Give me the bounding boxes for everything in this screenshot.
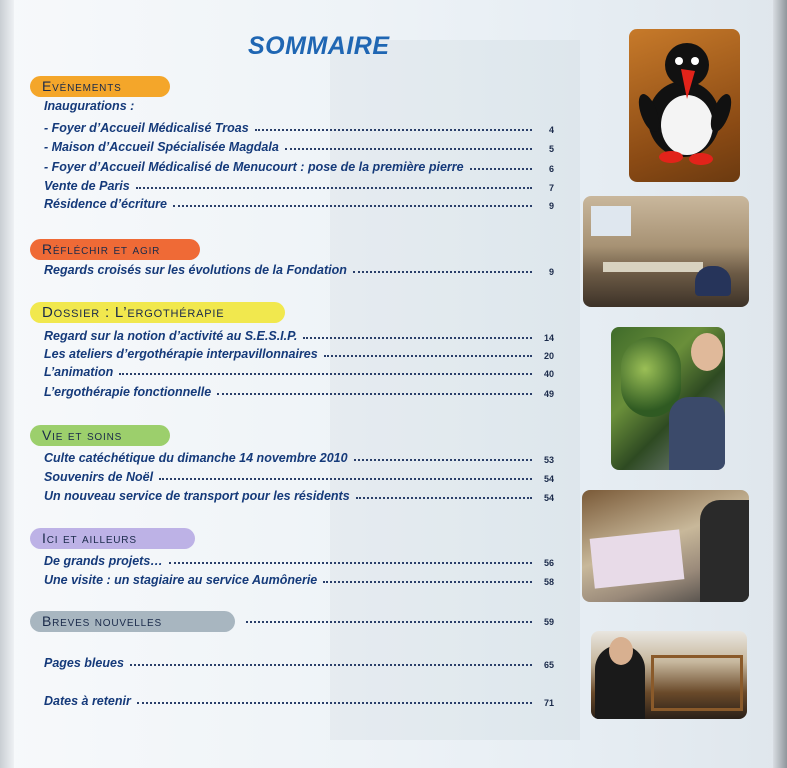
section-ici [30,528,195,549]
page-spine [0,0,14,768]
section-label: Réfléchir et agir [42,241,161,257]
toc-entry[interactable] [44,694,554,708]
toc-entry[interactable] [44,365,554,379]
page-number: 9 [548,201,554,211]
dot-leader [217,392,532,395]
page-edge [773,0,787,768]
section-reflechir [30,239,200,260]
head-shape [691,333,723,371]
dot-leader [255,128,532,131]
page-number: 54 [543,474,554,484]
entry-label: Inaugurations : [44,99,135,113]
toc-entry[interactable] [44,263,554,277]
page-number: 20 [543,351,554,361]
dot-leader [137,701,532,704]
page-number: 9 [548,267,554,277]
dot-leader [169,561,532,564]
section-dossier [30,302,285,323]
page-number: 7 [548,183,554,193]
head-shape [609,637,633,665]
penguin-icon [629,29,740,182]
dot-leader [159,477,532,480]
entry-label: Une visite : un stagiaire au service Aumônerie [44,573,318,587]
toc-entry-breves[interactable] [240,617,554,627]
toc-entry[interactable] [44,451,554,465]
toc-entry[interactable] [44,347,554,361]
entry-label: L’ergothérapie fonctionnelle [44,385,212,399]
entry-label: - Foyer d’Accueil Médicalisé de Menucourt : pose de la première pierre [44,160,464,174]
section-label: Evénements [42,78,122,94]
dot-leader [324,354,532,357]
toc-entry[interactable] [44,573,554,587]
section-evenements [30,76,170,97]
page-number: 54 [543,493,554,503]
toc-entry[interactable] [44,99,554,113]
classroom-photo [583,196,749,307]
entry-label: Regards croisés sur les évolutions de la Fondation [44,263,347,277]
page-number: 6 [548,164,554,174]
entry-label: Vente de Paris [44,179,130,193]
dot-leader [353,270,532,273]
page-number: 71 [543,698,554,708]
page-number: 5 [548,144,554,154]
page-number: 56 [543,558,554,568]
dot-leader [356,496,532,499]
entry-label: Souvenirs de Noël [44,470,154,484]
page-title: SOMMAIRE [248,32,390,60]
toc-entry[interactable] [44,329,554,343]
window-shape [591,206,631,236]
entry-label: Un nouveau service de transport pour les résidents [44,489,350,503]
person-shape [695,266,731,296]
toc-entry[interactable] [44,179,554,193]
entry-label: De grands projets… [44,554,163,568]
page-number: 49 [543,389,554,399]
dot-leader [246,620,532,623]
page-number: 59 [543,617,554,627]
toc-entry[interactable] [44,140,554,154]
penguin-toy-photo [629,29,740,182]
section-vie [30,425,170,446]
section-breves [30,611,235,632]
dot-leader [119,372,532,375]
entry-label: Pages bleues [44,656,124,670]
entry-label: Dates à retenir [44,694,131,708]
entry-label: L’animation [44,365,114,379]
loom-shape [651,655,743,711]
toc-entry[interactable] [44,121,554,135]
page-number: 58 [543,577,554,587]
table-shape [603,262,703,272]
toc-entry[interactable] [44,385,554,399]
person-shape [700,500,749,602]
page-number: 4 [548,125,554,135]
dot-leader [130,663,532,666]
dot-leader [303,336,532,339]
section-label: Vie et soins [42,427,123,443]
entry-label: - Maison d’Accueil Spécialisée Magdala [44,140,279,154]
plants-workshop-photo [611,327,725,470]
page-number: 14 [543,333,554,343]
toc-entry[interactable] [44,489,554,503]
dot-leader [173,204,532,207]
entry-label: Regard sur la notion d’activité au S.E.S.I.P. [44,329,298,343]
dot-leader [285,147,532,150]
weaving-loom-photo [591,631,747,719]
page-number: 53 [543,455,554,465]
entry-label: Résidence d’écriture [44,197,167,211]
section-label: Breves nouvelles [42,613,162,629]
page-number: 65 [543,660,554,670]
section-label: Ici et ailleurs [42,530,137,546]
dot-leader [136,186,532,189]
dot-leader [354,458,532,461]
dot-leader [323,580,532,583]
craft-workshop-photo [582,490,749,602]
entry-label: - Foyer d’Accueil Médicalisé Troas [44,121,249,135]
dot-leader [470,167,532,170]
toc-entry[interactable] [44,160,554,174]
toc-entry[interactable] [44,197,554,211]
page-number: 40 [543,369,554,379]
section-label: Dossier : L’ergothérapie [42,304,225,321]
toc-entry[interactable] [44,656,554,670]
person-shape [669,397,725,470]
toc-entry[interactable] [44,470,554,484]
entry-label: Les ateliers d’ergothérapie interpavillonnaires [44,347,318,361]
paper-shape [590,529,685,588]
entry-label: Culte catéchétique du dimanche 14 novembre 2010 [44,451,348,465]
toc-entry[interactable] [44,554,554,568]
